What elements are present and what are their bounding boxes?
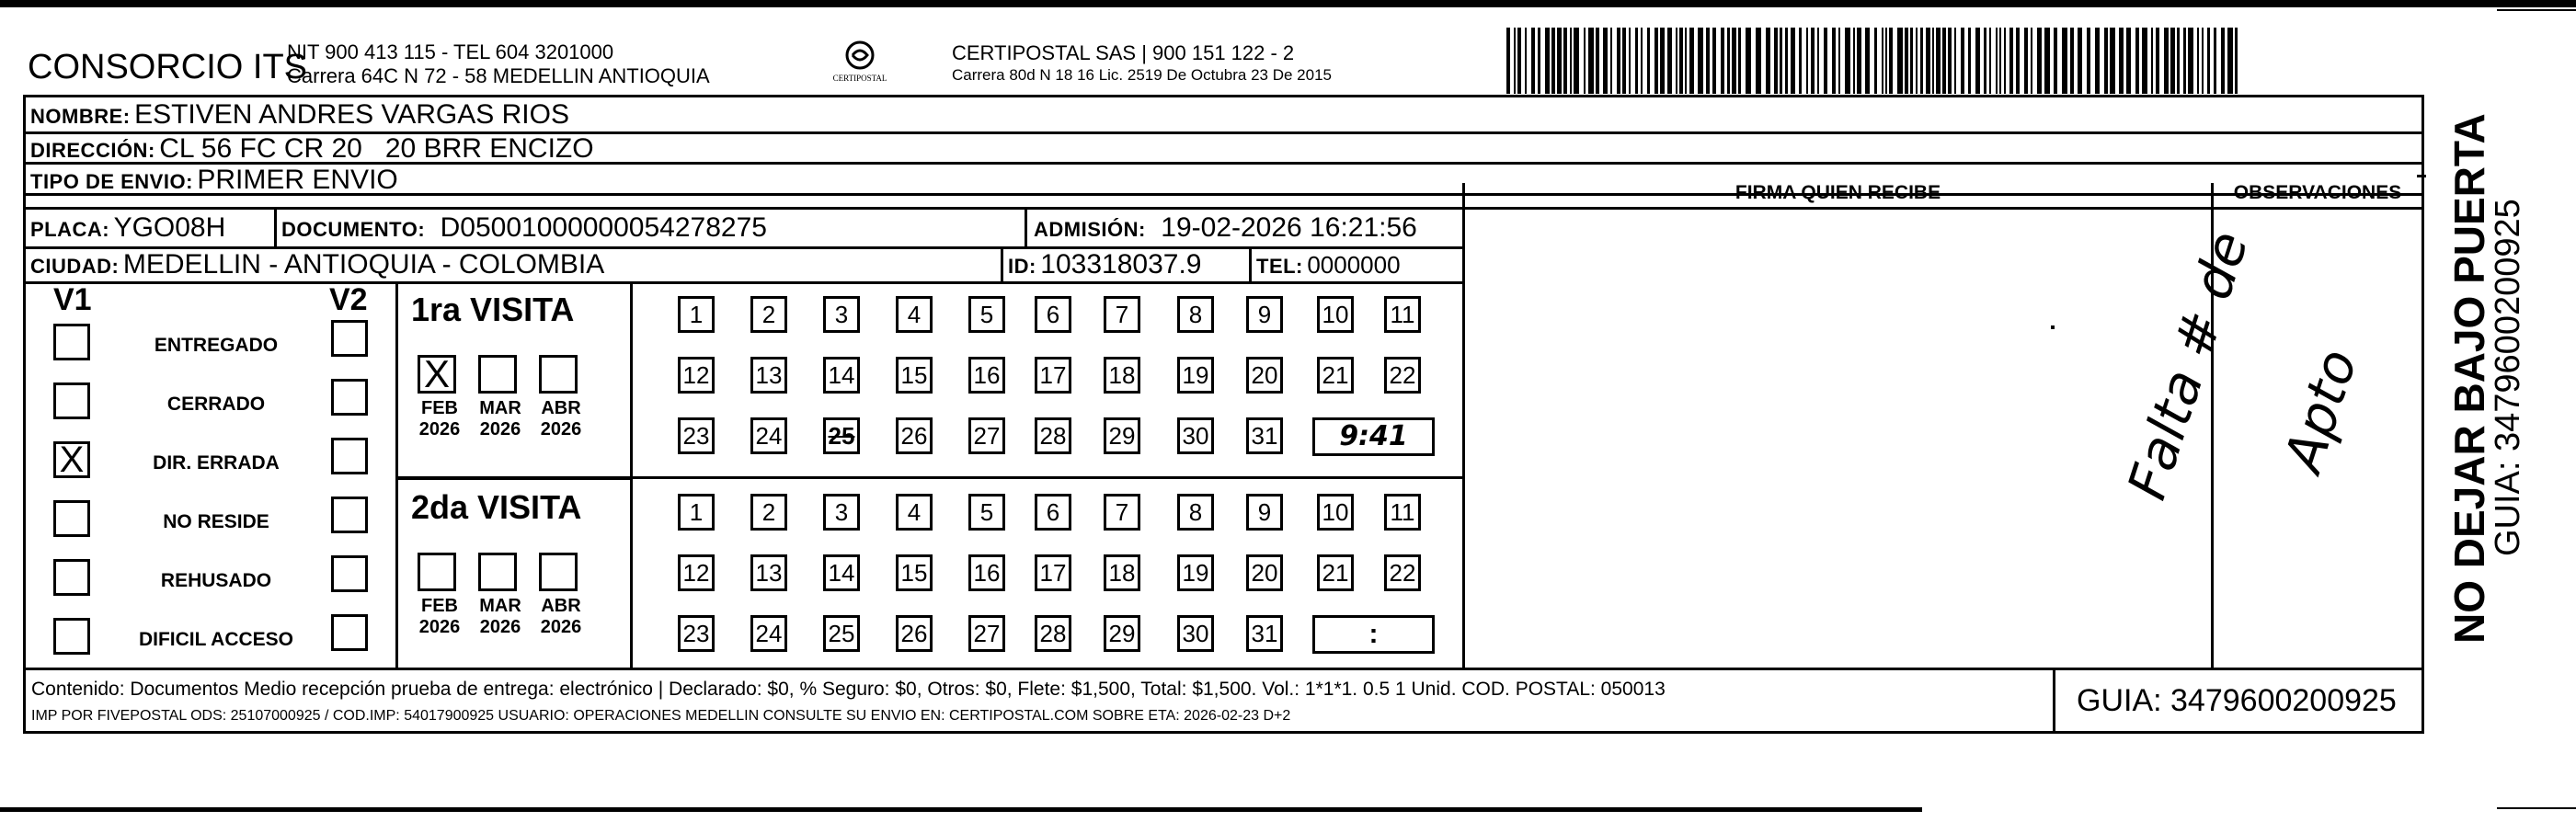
day-box[interactable]: 19	[1177, 554, 1214, 591]
day-box[interactable]: 23	[678, 615, 715, 652]
courier-line: CERTIPOSTAL SAS | 900 151 122 - 2	[952, 41, 1295, 64]
v1-checkbox[interactable]	[53, 324, 90, 360]
barcode-bars	[1506, 28, 2242, 94]
day-box[interactable]: 31	[1246, 417, 1283, 454]
day-box[interactable]: 16	[968, 357, 1005, 394]
day-box[interactable]: 22	[1384, 357, 1421, 394]
month-label: ABR	[541, 398, 581, 418]
courier-license: Carrera 80d N 18 16 Lic. 2519 De Octubra 23 De 2015	[952, 66, 1332, 84]
day-box[interactable]: 4	[896, 494, 933, 531]
v2-checkbox[interactable]	[331, 438, 368, 474]
tel-value: 0000000	[1307, 251, 1401, 279]
placa-value: YGO08H	[113, 212, 226, 243]
tipo-label: TIPO DE ENVIO:	[30, 170, 193, 193]
firma-header: FIRMA QUIEN RECIBE	[1735, 182, 1941, 203]
day-box[interactable]: 8	[1177, 494, 1214, 531]
admision-value: 19-02-2026 16:21:56	[1161, 212, 1417, 243]
month-label: ABR	[541, 596, 581, 616]
visit-title: 2da VISITA	[411, 488, 582, 526]
id-value: 103318037.9	[1040, 249, 1202, 280]
day-box[interactable]: 2	[750, 296, 787, 333]
day-box[interactable]: 19	[1177, 357, 1214, 394]
day-box[interactable]: 20	[1246, 357, 1283, 394]
company-address: Carrera 64C N 72 - 58 MEDELLIN ANTIOQUIA	[287, 64, 710, 87]
v1-checkbox[interactable]	[53, 618, 90, 655]
tipo-row	[30, 165, 398, 196]
year-label: 2026	[418, 419, 461, 440]
tipo-value: PRIMER ENVIO	[197, 165, 398, 195]
day-box[interactable]: 15	[896, 554, 933, 591]
observation-note-2: Apto	[2272, 341, 2370, 480]
signature-dot	[2051, 325, 2055, 329]
status-option-label: CERRADO	[166, 394, 266, 415]
company-name: CONSORCIO ITS	[28, 48, 308, 86]
day-box[interactable]: 16	[968, 554, 1005, 591]
observation-note-1: Falta # de	[2115, 223, 2261, 508]
courier-logo	[832, 37, 887, 92]
day-box[interactable]: 25	[823, 615, 860, 652]
ciudad-row	[30, 249, 604, 280]
day-box[interactable]: 2	[750, 494, 787, 531]
day-box[interactable]: 31	[1246, 615, 1283, 652]
month-checkbox[interactable]	[418, 553, 456, 591]
day-box[interactable]: 23	[678, 417, 715, 454]
v2-checkbox[interactable]	[331, 320, 368, 357]
day-box[interactable]: 4	[896, 296, 933, 333]
day-box[interactable]: 11	[1384, 494, 1421, 531]
day-box[interactable]: 18	[1104, 357, 1140, 394]
day-box[interactable]: 1	[678, 494, 715, 531]
day-box[interactable]: 26	[896, 417, 933, 454]
day-box[interactable]: 17	[1035, 357, 1071, 394]
status-option-label: NO RESIDE	[163, 511, 269, 532]
day-box[interactable]: 10	[1317, 494, 1354, 531]
placa-label: PLACA:	[30, 218, 110, 241]
day-box[interactable]: 24	[750, 615, 787, 652]
v2-checkbox[interactable]	[331, 497, 368, 533]
top-rule	[0, 0, 2576, 7]
v1-checkbox[interactable]	[53, 559, 90, 596]
day-box[interactable]: 14	[823, 554, 860, 591]
day-box[interactable]: 9	[1246, 494, 1283, 531]
day-box[interactable]: 20	[1246, 554, 1283, 591]
day-box[interactable]: 1	[678, 296, 715, 333]
day-box[interactable]: 14	[823, 357, 860, 394]
day-box[interactable]: 22	[1384, 554, 1421, 591]
day-box[interactable]: 8	[1177, 296, 1214, 333]
observaciones-header: OBSERVACIONES	[2233, 182, 2402, 203]
courier-logo-text: CERTIPOSTAL	[832, 74, 887, 83]
day-box[interactable]: 6	[1035, 494, 1071, 531]
footer-contenido: Contenido: Documentos Medio recepción prueba de entrega: electrónico | Declarado: $0, % Seguro: $0, Otros: $0, Flete: $1,500, Total: $1,500. Vol.: 1*1*1. 0.5 1 Unid. COD. POSTAL: 050013	[31, 679, 1666, 700]
documento-row	[281, 212, 767, 244]
month-checkbox[interactable]	[539, 553, 578, 591]
day-box[interactable]: 5	[968, 296, 1005, 333]
year-label: 2026	[540, 617, 582, 637]
ciudad-label: CIUDAD:	[30, 255, 120, 278]
day-box[interactable]: 21	[1317, 357, 1354, 394]
footer-guia: GUIA: 3479600200925	[2077, 683, 2397, 718]
status-option-label: REHUSADO	[160, 570, 272, 591]
v1-label: V1	[53, 282, 92, 317]
side-guia: GUIA: 3479600200925	[2489, 199, 2527, 556]
day-box[interactable]: 17	[1035, 554, 1071, 591]
status-option-label: DIFICIL ACCESO	[138, 629, 293, 650]
ciudad-value: MEDELLIN - ANTIOQUIA - COLOMBIA	[122, 249, 605, 280]
footer-imp: IMP POR FIVEPOSTAL ODS: 25107000925 / COD.IMP: 54017900925 USUARIO: OPERACIONES MEDELLIN CONSULTE SU ENVIO EN: CERTIPOSTAL.COM SOBRE ETA: 2026-02-23 D+2	[31, 708, 1291, 724]
month-checkbox[interactable]	[539, 355, 578, 394]
admision-label: ADMISIÓN:	[1034, 218, 1146, 241]
v2-checkbox[interactable]	[331, 379, 368, 416]
day-box[interactable]: 26	[896, 615, 933, 652]
day-box[interactable]: 28	[1035, 417, 1071, 454]
day-box[interactable]: 13	[750, 554, 787, 591]
direccion-row	[30, 133, 594, 165]
day-box[interactable]: 27	[968, 615, 1005, 652]
day-box[interactable]: 6	[1035, 296, 1071, 333]
day-box[interactable]: 12	[678, 357, 715, 394]
month-checkbox[interactable]	[478, 355, 517, 394]
month-label: FEB	[421, 596, 458, 616]
tel-label: TEL:	[1256, 255, 1303, 278]
v2-label: V2	[329, 282, 368, 317]
day-box[interactable]: 29	[1104, 417, 1140, 454]
certipostal-logo-icon	[832, 37, 887, 92]
day-box[interactable]: 24	[750, 417, 787, 454]
status-option-label: ENTREGADO	[154, 335, 279, 356]
nombre-label: NOMBRE:	[30, 105, 131, 128]
day-box[interactable]: 5	[968, 494, 1005, 531]
day-box[interactable]: 13	[750, 357, 787, 394]
id-label: ID:	[1008, 255, 1036, 278]
placa-row	[30, 212, 225, 244]
v2-checkbox[interactable]	[331, 614, 368, 651]
direccion-label: DIRECCIÓN:	[30, 139, 155, 162]
day-box[interactable]: 12	[678, 554, 715, 591]
direccion-value: CL 56 FC CR 20 20 BRR ENCIZO	[159, 133, 594, 164]
day-box[interactable]: 10	[1317, 296, 1354, 333]
v1-checkbox[interactable]	[53, 500, 90, 537]
month-label: MAR	[479, 596, 521, 616]
status-option-label: DIR. ERRADA	[153, 452, 280, 474]
v1-checkbox[interactable]: X	[53, 441, 90, 478]
year-label: 2026	[540, 419, 582, 440]
v1-checkbox[interactable]	[53, 382, 90, 419]
nombre-value: ESTIVEN ANDRES VARGAS RIOS	[134, 99, 569, 130]
id-row	[1008, 249, 1201, 280]
day-box[interactable]: 27	[968, 417, 1005, 454]
year-label: 2026	[418, 617, 461, 637]
tel-row	[1256, 251, 1401, 280]
month-checkbox[interactable]	[478, 553, 517, 591]
day-box[interactable]: 7	[1104, 494, 1140, 531]
month-checkbox[interactable]: X	[418, 355, 456, 394]
documento-value: D05001000000054278275	[440, 212, 767, 243]
bottom-rule	[0, 807, 1922, 812]
day-box[interactable]: 7	[1104, 296, 1140, 333]
side-no-dejar: NO DEJAR BAJO PUERTA	[2445, 113, 2493, 644]
day-box[interactable]: 11	[1384, 296, 1421, 333]
year-label: 2026	[479, 617, 521, 637]
day-box[interactable]: 30	[1177, 615, 1214, 652]
month-label: FEB	[421, 398, 458, 418]
day-box[interactable]: 28	[1035, 615, 1071, 652]
day-box[interactable]: 3	[823, 296, 860, 333]
day-box[interactable]: 21	[1317, 554, 1354, 591]
day-box[interactable]: 18	[1104, 554, 1140, 591]
day-box[interactable]: 3	[823, 494, 860, 531]
admision-row	[1034, 212, 1417, 244]
day-box[interactable]: 30	[1177, 417, 1214, 454]
visit-time-field[interactable]: :	[1312, 615, 1435, 654]
day-box[interactable]: 25	[823, 417, 860, 454]
month-label: MAR	[479, 398, 521, 418]
visit-time-field[interactable]: 9:41	[1312, 417, 1435, 456]
day-box[interactable]: 15	[896, 357, 933, 394]
barcode-icon	[1506, 28, 2242, 94]
visit-title: 1ra VISITA	[411, 291, 575, 328]
documento-label: DOCUMENTO:	[281, 218, 426, 241]
bottom-right-dash	[2497, 807, 2576, 809]
day-box[interactable]: 29	[1104, 615, 1140, 652]
day-box[interactable]: 9	[1246, 296, 1283, 333]
year-label: 2026	[479, 419, 521, 440]
nombre-row	[30, 99, 569, 131]
top-right-dash	[2497, 9, 2576, 11]
v2-checkbox[interactable]	[331, 555, 368, 592]
company-nit: NIT 900 413 115 - TEL 604 3201000	[287, 40, 614, 63]
